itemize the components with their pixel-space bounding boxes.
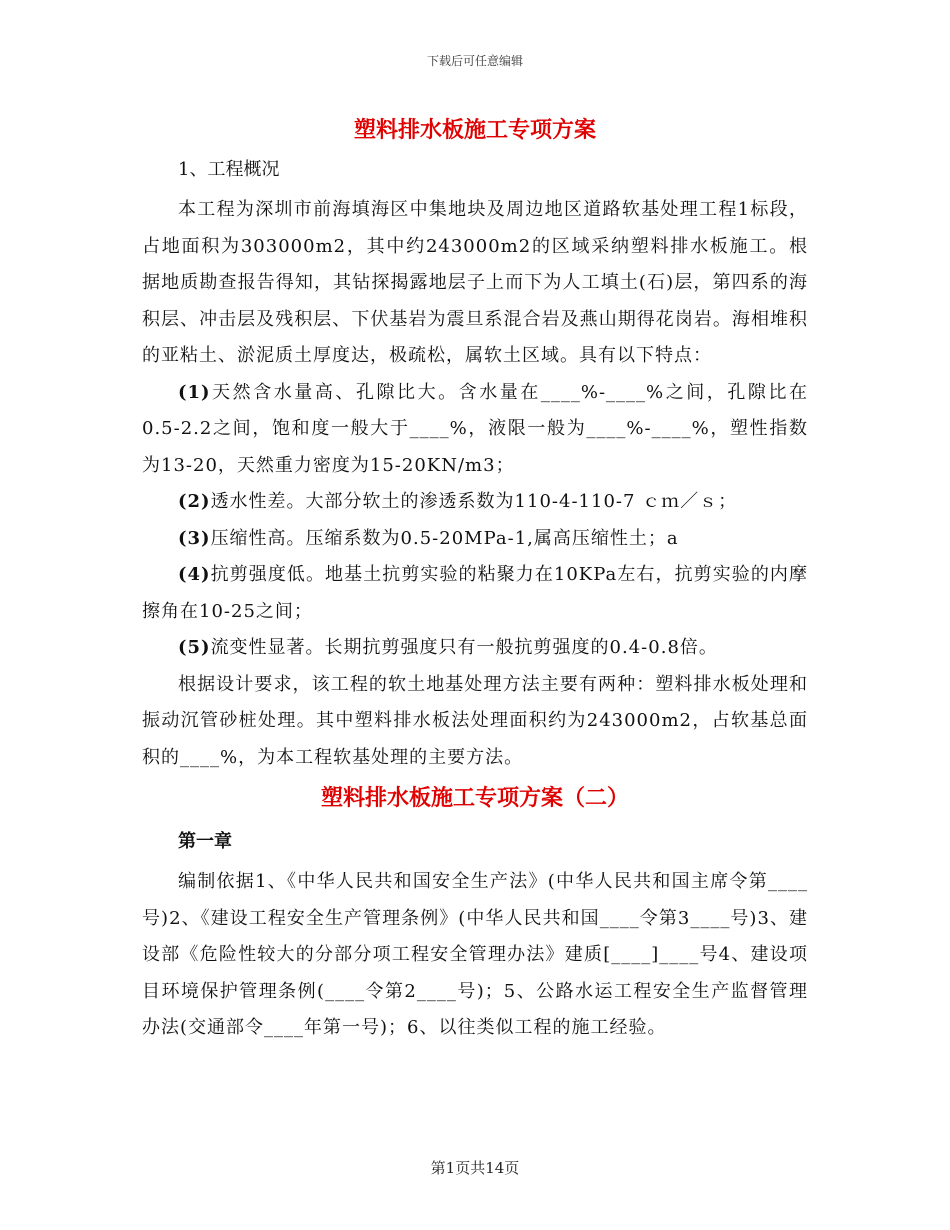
- feature-item-number: (5): [178, 637, 211, 658]
- feature-item-2: [142, 484, 808, 521]
- document-body: [142, 112, 808, 1047]
- feature-item-4: [142, 557, 808, 630]
- feature-item-text: 抗剪强度低。地基土抗剪实验的粘聚力在10KPa左右，抗剪实验的内摩擦角在10-25之间；: [142, 564, 808, 622]
- feature-item-text: 天然含水量高、孔隙比大。含水量在____%-____%之间，孔隙比在0.5-2.2之间，饱和度一般大于____%，液限一般为____%-____%，塑性指数为13-20，天然重力密度为15-20KN/m3；: [142, 381, 808, 476]
- page-header: 下载后可任意编辑: [426, 54, 523, 68]
- feature-item-number: (2): [178, 491, 211, 512]
- section-heading-overview: 1、工程概况: [178, 159, 280, 180]
- feature-item-text: 透水性差。大部分软土的渗透系数为110-4-110-7 ｃｍ／ｓ；: [210, 491, 738, 512]
- feature-item-5: [142, 630, 808, 667]
- document-title: 塑料排水板施工专项方案: [353, 117, 596, 143]
- feature-item-text: 压缩性高。压缩系数为0.5-20MPa-1,属高压缩性土；a: [210, 527, 679, 549]
- feature-item-number: (3): [178, 527, 211, 549]
- overview-paragraph: 本工程为深圳市前海填海区中集地块及周边地区道路软基处理工程1标段，占地面积为303000m2，其中约243000m2的区域采纳塑料排水板施工。根据地质勘查报告得知，其钻探揭露地层子上而下为人工填土(石)层，第四系的海积层、冲击层及残积层、下伏基岩为震旦系混合岩及燕山期得花岗岩。海相堆积的亚粘土、淤泥质土厚度达，极疏松，属软土区域。具有以下特点：: [142, 199, 808, 366]
- chapter-heading: 第一章: [178, 831, 232, 852]
- page-number: 第1页共14页: [430, 1159, 520, 1177]
- overview-closing-paragraph: 根据设计要求，该工程的软土地基处理方法主要有两种：塑料排水板处理和振动沉管砂桩处理。其中塑料排水板法处理面积约为243000m2，占软基总面积的____%，为本工程软基处理的主要方法。: [142, 673, 808, 768]
- feature-item-number: (1): [178, 381, 211, 403]
- document-title-second: 塑料排水板施工专项方案（二）: [320, 785, 629, 811]
- feature-item-1: [142, 375, 808, 485]
- feature-item-number: (4): [178, 564, 211, 585]
- feature-item-3: [142, 521, 808, 558]
- feature-item-text: 流变性显著。长期抗剪强度只有一般抗剪强度的0.4-0.8倍。: [210, 637, 718, 658]
- chapter-basis-paragraph: 编制依据1、《中华人民共和国安全生产法》(中华人民共和国主席令第____号)2、《建设工程安全生产管理条例》(中华人民共和国____令第3____号)3、建设部《危险性较大的分部分项工程安全管理办法》建质[____]____号4、建设项目环境保护管理条例(____令第2____号)；5、公路水运工程安全生产监督管理办法(交通部令____年第一号)；6、以往类似工程的施工经验。: [142, 871, 808, 1038]
